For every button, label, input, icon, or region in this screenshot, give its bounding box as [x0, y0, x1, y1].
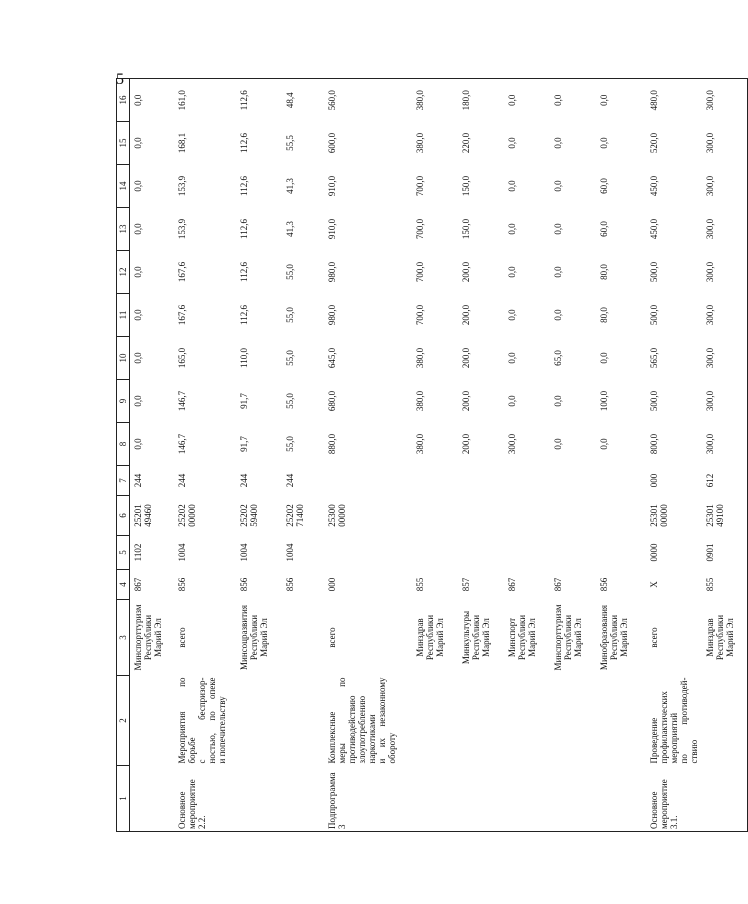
column-header: 7	[117, 466, 130, 496]
measure-name-line: обороту	[386, 732, 397, 764]
amount-cell: 165,0	[176, 347, 187, 369]
amount-cell: 112,6	[238, 262, 249, 282]
executor-cell: Минсоцразвития Республики Марий Эл	[238, 605, 269, 670]
amount-cell: 55,0	[284, 350, 295, 366]
amount-cell: 0,0	[506, 266, 517, 278]
amount-cell: 300,0	[702, 251, 748, 294]
amount-cell: 220,0	[460, 132, 471, 154]
amount-cell: 700,0	[414, 261, 425, 283]
section-code-cell: 0901	[702, 536, 748, 570]
target-code-cell: 25300 00000	[326, 504, 347, 527]
section-code-cell	[504, 536, 550, 570]
amount-cell: 112,6	[238, 305, 249, 325]
amount-cell: 380,0	[414, 132, 425, 154]
amount-cell: 161,0	[174, 79, 236, 122]
amount-cell: 880,0	[326, 433, 337, 455]
column-header: 8	[117, 423, 130, 466]
measure-name-cell	[236, 676, 282, 766]
measure-code-cell: Подпрограмма 3	[324, 766, 412, 832]
target-code-cell	[412, 496, 458, 536]
amount-cell: 200,0	[460, 390, 471, 412]
amount-cell: 0,0	[133, 266, 143, 278]
amount-cell: 680,0	[326, 390, 337, 412]
executor-cell: Минспорттуризм Республики Марий Эл	[552, 604, 583, 671]
amount-cell: 153,9	[176, 175, 187, 197]
amount-cell: 0,0	[133, 223, 143, 235]
amount-cell: 55,0	[284, 307, 295, 323]
target-code-cell	[596, 496, 646, 536]
measure-name-line: противодействию	[346, 695, 357, 764]
section-code-cell	[324, 536, 412, 570]
expense-type-cell	[596, 466, 646, 496]
amount-cell: 153,9	[176, 218, 187, 240]
expense-type-cell: 612	[702, 466, 748, 496]
executor-cell: всего	[648, 627, 659, 648]
amount-cell: 80,0	[598, 307, 609, 323]
amount-cell: 0,0	[133, 352, 143, 364]
expense-type-cell: 244	[284, 473, 295, 488]
section-code-cell	[458, 536, 504, 570]
amount-cell: 0,0	[552, 438, 563, 450]
target-code-cell: 25201 49460	[133, 504, 153, 527]
amount-cell: 600,0	[326, 132, 337, 154]
grbs-code-cell: 867	[552, 577, 563, 592]
amount-cell: 55,5	[284, 135, 295, 151]
amount-cell: 48,4	[282, 79, 324, 122]
amount-cell: 380,0	[414, 347, 425, 369]
amount-cell: 0,0	[598, 438, 609, 450]
amount-cell: 91,7	[238, 393, 249, 409]
target-code-cell	[550, 496, 596, 536]
table-row	[504, 79, 550, 832]
amount-cell: 645,0	[326, 347, 337, 369]
section-code-cell	[550, 536, 596, 570]
grbs-code-cell: 856	[176, 577, 187, 592]
rotated-table-container	[116, 78, 735, 832]
amount-cell: 300,0	[702, 380, 748, 423]
grbs-code-cell: 857	[460, 577, 471, 592]
column-header: 10	[117, 337, 130, 380]
column-header: 2	[117, 676, 130, 766]
measure-code-cell: Основное мероприятие 3.1.	[646, 766, 702, 832]
amount-cell: 980,0	[326, 261, 337, 283]
amount-cell: 980,0	[326, 304, 337, 326]
executor-cell: Минобразования Республики Марий Эл	[598, 604, 629, 671]
amount-cell: 55,0	[284, 436, 295, 452]
amount-cell: 700,0	[414, 218, 425, 240]
amount-cell: 0,0	[133, 395, 143, 407]
measure-name-cell	[504, 676, 550, 766]
amount-cell: 0,0	[552, 266, 563, 278]
measure-name-line: злоупотреблению	[356, 695, 367, 764]
amount-cell: 300,0	[702, 79, 748, 122]
amount-cell: 0,0	[506, 137, 517, 149]
amount-cell: 91,7	[238, 436, 249, 452]
expense-type-cell: 244	[238, 473, 249, 488]
amount-cell: 0,0	[133, 438, 143, 450]
section-code-cell: 1004	[176, 543, 187, 562]
target-code-cell	[504, 496, 550, 536]
amount-cell: 100,0	[598, 390, 609, 412]
amount-cell: 167,6	[176, 304, 187, 326]
amount-cell: 450,0	[648, 175, 659, 197]
column-header: 12	[117, 251, 130, 294]
measure-code-cell	[458, 766, 504, 832]
column-header: 14	[117, 165, 130, 208]
expense-type-cell	[458, 466, 504, 496]
page-number: 5	[116, 71, 124, 88]
measure-name-line: Проведение	[648, 717, 659, 764]
grbs-code-cell: 856	[238, 577, 249, 592]
column-header: 5	[117, 536, 130, 570]
expense-type-cell	[504, 466, 550, 496]
target-code-cell	[458, 496, 504, 536]
grbs-code-cell: 000	[326, 577, 337, 592]
table-row	[596, 79, 646, 832]
amount-cell: 500,0	[648, 390, 659, 412]
measure-name-line: и их незаконному	[376, 677, 387, 764]
measure-code-cell	[412, 766, 458, 832]
amount-cell: 565,0	[648, 347, 659, 369]
measure-code-cell: Основное мероприятие 2.2.	[174, 766, 236, 832]
amount-cell: 60,0	[598, 178, 609, 194]
expense-type-cell	[324, 466, 412, 496]
amount-cell: 560,0	[324, 79, 412, 122]
amount-cell: 380,0	[412, 79, 458, 122]
column-header: 15	[117, 122, 130, 165]
amount-cell: 200,0	[460, 261, 471, 283]
measure-name-cell	[702, 676, 748, 766]
amount-cell: 41,3	[284, 178, 295, 194]
amount-cell: 150,0	[460, 175, 471, 197]
amount-cell: 200,0	[460, 347, 471, 369]
amount-cell: 0,0	[506, 309, 517, 321]
amount-cell: 0,0	[506, 395, 517, 407]
amount-cell: 200,0	[460, 433, 471, 455]
amount-cell: 167,6	[176, 261, 187, 283]
amount-cell: 80,0	[598, 264, 609, 280]
measure-name-line: меры по	[336, 677, 347, 764]
executor-cell	[282, 600, 324, 676]
amount-cell: 0,0	[550, 79, 596, 122]
amount-cell: 300,0	[702, 337, 748, 380]
section-code-cell: 0000	[648, 543, 659, 562]
header-row	[117, 79, 130, 832]
amount-cell: 112,6	[238, 133, 249, 153]
column-header: 13	[117, 208, 130, 251]
amount-cell: 0,0	[506, 223, 517, 235]
amount-cell: 0,0	[552, 180, 563, 192]
amount-cell: 0,0	[596, 79, 646, 122]
amount-cell: 112,6	[238, 219, 249, 239]
column-header: 9	[117, 380, 130, 423]
executor-cell: Минздрав Республики Марий Эл	[702, 600, 748, 676]
measure-code-cell	[282, 766, 324, 832]
amount-cell: 0,0	[133, 180, 143, 192]
amount-cell: 910,0	[326, 218, 337, 240]
amount-cell: 910,0	[326, 175, 337, 197]
section-code-cell: 1102	[133, 543, 143, 562]
table-row	[174, 79, 236, 832]
amount-cell: 700,0	[414, 304, 425, 326]
expense-type-cell	[412, 466, 458, 496]
amount-cell: 0,0	[130, 79, 174, 122]
column-header: 6	[117, 496, 130, 536]
amount-cell: 0,0	[598, 352, 609, 364]
target-code-cell: 25202 00000	[176, 504, 197, 527]
amount-cell: 60,0	[598, 221, 609, 237]
column-header: 11	[117, 294, 130, 337]
amount-cell: 300,0	[702, 122, 748, 165]
table-row	[130, 79, 174, 832]
amount-cell: 450,0	[648, 218, 659, 240]
amount-cell: 112,6	[236, 79, 282, 122]
table-row	[458, 79, 504, 832]
amount-cell: 0,0	[506, 352, 517, 364]
amount-cell: 146,7	[176, 390, 187, 412]
measure-code-cell	[130, 766, 174, 832]
table-row	[236, 79, 282, 832]
target-code-cell: 25301 49100	[702, 496, 748, 536]
amount-cell: 146,7	[176, 433, 187, 455]
target-code-cell: 25202 71400	[284, 504, 305, 527]
amount-cell: 800,0	[648, 433, 659, 455]
amount-cell: 0,0	[552, 223, 563, 235]
amount-cell: 520,0	[648, 132, 659, 154]
measure-code-cell	[596, 766, 646, 832]
measure-name-line: по противодей-	[678, 677, 689, 764]
section-code-cell: 1004	[238, 543, 249, 562]
table-row	[550, 79, 596, 832]
table-body	[130, 79, 748, 832]
table-row	[702, 79, 748, 832]
budget-table	[116, 78, 748, 832]
measure-code-cell	[504, 766, 550, 832]
measure-name-line: наркотиками	[366, 714, 377, 764]
measure-name-cell	[130, 676, 174, 766]
section-code-cell	[596, 536, 646, 570]
measure-name-line: и попечительству	[216, 696, 227, 764]
measure-code-cell	[702, 766, 748, 832]
measure-name-cell	[412, 676, 458, 766]
amount-cell: 0,0	[504, 79, 550, 122]
amount-cell: 65,0	[552, 350, 563, 366]
amount-cell: 55,0	[284, 393, 295, 409]
amount-cell: 0,0	[552, 309, 563, 321]
measure-name-line: Комплексные	[326, 711, 337, 764]
measure-name-cell	[282, 676, 324, 766]
column-header: 3	[117, 600, 130, 676]
amount-cell: 380,0	[414, 433, 425, 455]
amount-cell: 0,0	[598, 137, 609, 149]
expense-type-cell: 244	[176, 473, 187, 488]
measure-code-cell	[236, 766, 282, 832]
table-row	[412, 79, 458, 832]
amount-cell: 41,3	[284, 221, 295, 237]
amount-cell: 300,0	[506, 433, 517, 455]
grbs-code-cell: 855	[414, 577, 425, 592]
executor-cell: Минкультуры Республики Марий Эл	[460, 610, 491, 665]
amount-cell: 480,0	[646, 79, 702, 122]
expense-type-cell: 000	[648, 473, 659, 488]
measure-name-cell	[324, 676, 412, 766]
measure-name-cell	[550, 676, 596, 766]
measure-name-line: ностью, по опеке	[206, 677, 217, 764]
table-row	[282, 79, 324, 832]
grbs-code-cell: X	[648, 581, 659, 588]
grbs-code-cell: 855	[702, 570, 748, 600]
amount-cell: 300,0	[702, 208, 748, 251]
grbs-code-cell: 867	[133, 577, 143, 592]
column-header: 1	[117, 766, 130, 832]
amount-cell: 0,0	[133, 309, 143, 321]
amount-cell: 500,0	[648, 304, 659, 326]
amount-cell: 300,0	[702, 165, 748, 208]
amount-cell: 150,0	[460, 218, 471, 240]
measure-name-cell	[174, 676, 236, 766]
amount-cell: 168,1	[176, 132, 187, 154]
measure-name-cell	[646, 676, 702, 766]
expense-type-cell: 244	[133, 473, 143, 488]
measure-name-line: Мероприятия по борьбе	[176, 677, 197, 764]
measure-name-line: мероприятий	[668, 712, 679, 764]
target-code-cell: 25301 00000	[648, 504, 669, 527]
amount-cell: 300,0	[702, 294, 748, 337]
executor-cell: Минспорттуризм Республики Марий Эл	[133, 604, 163, 671]
amount-cell: 200,0	[460, 304, 471, 326]
target-code-cell: 25202 59400	[238, 504, 259, 527]
amount-cell: 55,0	[284, 264, 295, 280]
grbs-code-cell: 867	[506, 577, 517, 592]
amount-cell: 0,0	[552, 395, 563, 407]
section-code-cell	[412, 536, 458, 570]
amount-cell: 0,0	[506, 180, 517, 192]
section-code-cell: 1004	[284, 543, 295, 562]
column-header: 16	[117, 79, 130, 122]
measure-name-line: ствию	[688, 739, 699, 764]
amount-cell: 110,0	[238, 348, 249, 368]
amount-cell: 300,0	[702, 423, 748, 466]
expense-type-cell	[550, 466, 596, 496]
executor-cell: Минздрав Республики Марий Эл	[414, 614, 445, 661]
measure-name-cell	[458, 676, 504, 766]
measure-code-cell	[550, 766, 596, 832]
table-row	[324, 79, 412, 832]
amount-cell: 112,6	[238, 176, 249, 196]
measure-name-line: профилактических	[658, 691, 669, 764]
table-row	[646, 79, 702, 832]
executor-cell: всего	[326, 627, 337, 648]
measure-name-line: с беспризор-	[196, 677, 207, 764]
grbs-code-cell: 856	[284, 577, 295, 592]
amount-cell: 500,0	[648, 261, 659, 283]
amount-cell: 0,0	[552, 137, 563, 149]
amount-cell: 700,0	[414, 175, 425, 197]
amount-cell: 380,0	[414, 390, 425, 412]
amount-cell: 180,0	[458, 79, 504, 122]
column-header: 4	[117, 570, 130, 600]
measure-name-cell	[596, 676, 646, 766]
executor-cell: всего	[176, 627, 187, 648]
executor-cell: Минспорт Республики Марий Эл	[506, 614, 537, 661]
amount-cell: 0,0	[133, 137, 143, 149]
grbs-code-cell: 856	[598, 577, 609, 592]
